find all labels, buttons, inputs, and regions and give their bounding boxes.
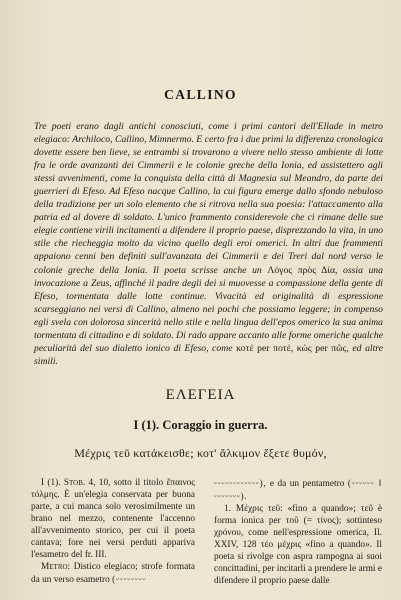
- note-source-text: 4, 10, sotto il titolo ἔπαινος τόλμης. È un'elegia conservata per buona parte, a cui manca solo verosimilmente un brano nel mezzo, contenente l'accenno all'avvenimento storico, per cui il poeta cantava; fore nei versi perduti appariva l'esametro del fr. III.: [31, 478, 195, 561]
- notes-right-column: [214, 477, 382, 587]
- metre-scheme: (⏑⏑⏑⏑⏑⏑⏑⏑: [112, 574, 147, 585]
- note-pentameter-text: e da un pentametro: [269, 479, 345, 489]
- note-verse-text: «fino a quando»; τεῦ è forma ionica per τοῦ (= τίνος); sottinteso χρόνου, come nell'espressione omerica, Il. XXIV, 128 τέο μέχρις «fino a quando». Il poeta si rivolge con aspra rampogna ai suoi concittadini, per incitarli a prendere le armi e difendere il proprio paese dalle: [214, 504, 382, 587]
- intro-text-3: ed altre simili.: [34, 342, 384, 367]
- note-metre: [31, 561, 195, 586]
- intro-greek-2: κοτέ per ποτέ, κώς per πῶς,: [236, 342, 349, 354]
- note-metre-continued: [214, 477, 382, 503]
- note-number: I (1).: [41, 478, 61, 488]
- section-title: ΕΛΕΓΕΙΑ: [165, 387, 236, 403]
- note-verse-1: [214, 503, 382, 587]
- intro-greek-1: Λόγος πρὸς Δία,: [267, 264, 338, 276]
- note-metre-label: Metro:: [41, 562, 71, 573]
- poem-verse: Μέχρις τεῦ κατάκεισθε; κοτ' ἄλκιμον ἕξετε θυμόν,: [74, 446, 327, 460]
- chapter-title: CALLINO: [164, 87, 237, 102]
- notes-left-column: [31, 477, 195, 586]
- introduction-paragraph: [34, 120, 383, 368]
- intro-text-1: Tre poeti erano dagli antichi conosciuti, come i primi cantori dell'Ellade in metro elegiaco: Archiloco, Callino, Mimnermo. E certo fra i due primi la differenza cronologica dovette essere ben lieve, se entrambi si trovarono a vivere nello stesso ambiente di lotte fra le orde avanzanti dei Cimmerii e le colonie greche della Ionia, ed assistettero agli stessi avvenimenti, come la conquista della città di Magnesia sul Meandro, da parte dei guerrieri di Efeso. Ad Efeso nacque Callino, la cui figura emerge dallo sfondo nebuloso della tradizione per un solo elemento che si ritrova nella sua poesia: l'attaccamento alla patria ed al dovere di soldato. L'unico frammento considerevole che ci rimane delle sue elegie contiene virili incitamenti a difendere il proprio paese, disprezzando la vita, in uno stile che riecheggia molto da vicino quello degli eroi omerici. In altri due frammenti appaiono cenni ben definiti sull'avanzata dei Cimmerii e dei Treri dal nord verso le colonie greche della Ionia. Il poeta scrisse anche un: [34, 121, 383, 276]
- poem-title: Coraggio in guerra.: [162, 418, 268, 432]
- note-source: [31, 477, 195, 561]
- note-metre-text: Distico elegiaco; strofe formata da un verso esametro: [31, 562, 195, 586]
- pentameter-scheme: (⏑⏑⏑⏑⏑⏑ ‖ ⏑⏑⏑⏑⏑⏑⏑).: [214, 478, 382, 502]
- note-source-author: Stob.: [63, 478, 86, 488]
- note-verse-lemma: 1. Μέχρις τεῦ:: [224, 504, 283, 515]
- intro-text-2: ossia una invocazione a Zeus, affinché il padre degli dei si muovesse a compassione della gente di Efeso, tormentata dalle lotte continue. Vivacità ed originalità di espressione scarseggiano nei versi di Callino, almeno nei pochi che possiamo leggere; in compenso egli svela con dolorosa sincerità nello stile e nella lingua dell'epos omerico la sua anima tormentata di cittadino e di soldato. Di rado appare accanto alle forme omeriche qualche peculiarità del suo dialetto ionico di Efeso, come: [34, 264, 383, 354]
- hexameter-scheme: ⏑⏑⏑⏑⏑⏑⏑⏑⏑⏑⏑⏑),: [214, 478, 267, 488]
- poem-number: I (1).: [133, 418, 160, 432]
- poem-heading: [0, 418, 401, 433]
